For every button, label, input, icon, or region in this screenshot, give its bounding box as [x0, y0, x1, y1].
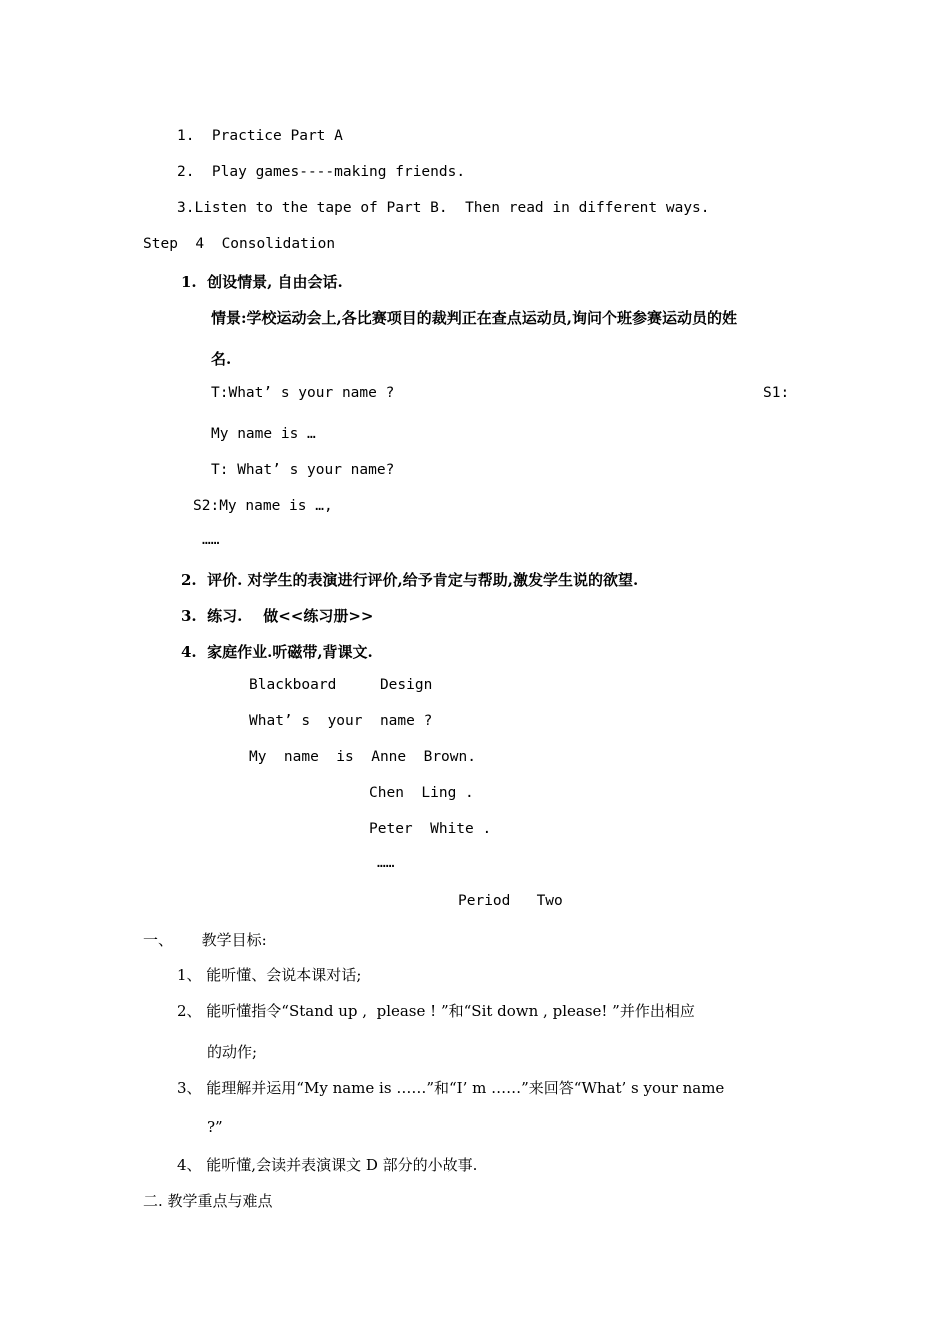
consolidation-item-2: 2. 评价. 对学生的表演进行评价,给予肯定与帮助,激发学生说的欲望. [181, 571, 639, 589]
goal-3-cont: ?” [207, 1118, 223, 1136]
scenario-text: 情景:学校运动会上,各比赛项目的裁判正在查点运动员,询问个班参赛运动员的姓 [211, 309, 737, 327]
practice-item-1: 1. Practice Part A [177, 128, 343, 144]
consolidation-item-3: 3. 练习. 做<<练习册>> [181, 607, 374, 625]
dialogue-ellipsis: …… [202, 532, 220, 548]
dialogue-s1-label: S1: [763, 385, 790, 401]
goal-2: 2、 能听懂指令“Stand up , please ! ”和“Sit down , please! ”并作出相应 [177, 1002, 695, 1020]
goal-3: 3、 能理解并运用“My name is ……”和“I’ m ……”来回答“What’ s your name [177, 1079, 725, 1097]
goal-4: 4、 能听懂,会读并表演课文 D 部分的小故事. [177, 1156, 478, 1174]
blackboard-answer-2: Chen Ling . [369, 785, 474, 801]
goal-2-cont: 的动作; [207, 1043, 258, 1061]
blackboard-ellipsis: …… [377, 855, 395, 871]
section-1-heading: 一、 教学目标: [143, 931, 267, 949]
blackboard-title: Blackboard Design [249, 677, 433, 693]
period-two-heading: Period Two [458, 893, 563, 909]
blackboard-question: What’ s your name ? [249, 713, 433, 729]
blackboard-answer-3: Peter White . [369, 821, 492, 837]
section-2-heading: 二. 教学重点与难点 [143, 1192, 273, 1210]
consolidation-item-1: 1. 创设情景, 自由会话. [181, 273, 343, 291]
practice-item-2: 2. Play games----making friends. [177, 164, 466, 180]
dialogue-t2: T: What’ s your name? [211, 462, 395, 478]
scenario-text-cont: 名. [211, 350, 232, 368]
goal-1: 1、 能听懂、会说本课对话; [177, 966, 362, 984]
dialogue-s2: S2:My name is …, [193, 498, 333, 514]
blackboard-answer-1: My name is Anne Brown. [249, 749, 476, 765]
consolidation-item-4: 4. 家庭作业.听磁带,背课文. [181, 643, 373, 661]
dialogue-s1: My name is … [211, 426, 316, 442]
dialogue-t1: T:What’ s your name ? [211, 385, 395, 401]
step-4-heading: Step 4 Consolidation [143, 236, 336, 252]
practice-item-3: 3.Listen to the tape of Part B. Then read in different ways. [177, 200, 710, 216]
